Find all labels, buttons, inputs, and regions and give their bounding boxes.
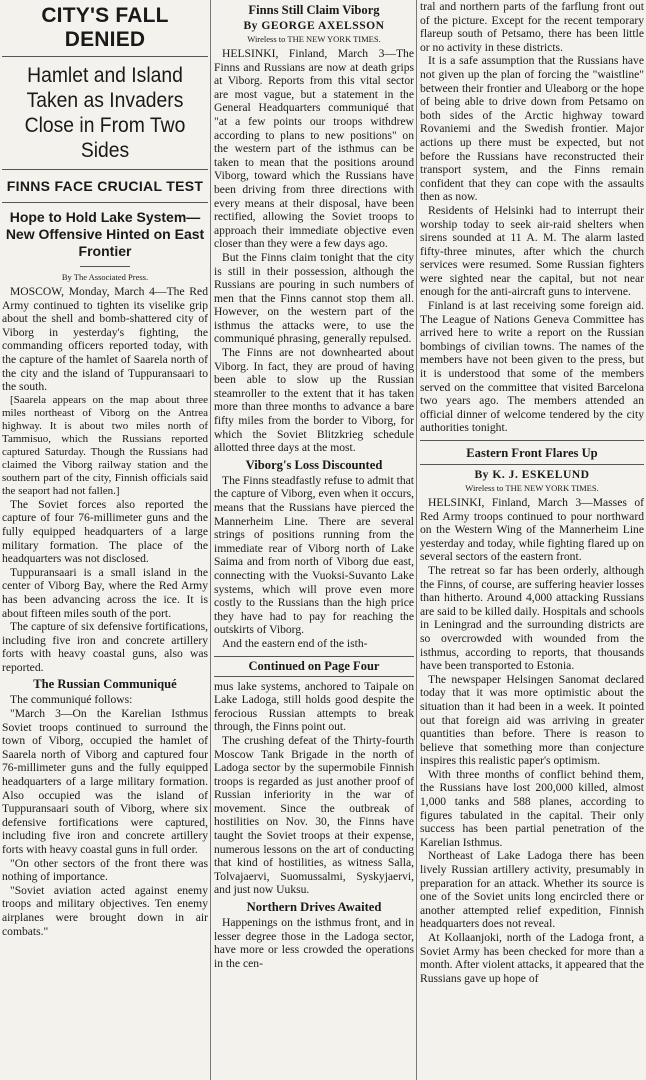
wire-credit: Wireless to THE NEW YORK TIMES. <box>465 483 599 493</box>
paragraph: The Finns steadfastly refuse to admit that the capture of Viborg, even when it occurs, means that the Russians have pierced the Mannerheim Line. There are several strings of positions running from the immediate rear of Viborg north of Lake Saima and from north of Viborg due east, connecting with the Vuoksi-Suvanto Lake systems, which will prove even more costly to the Russians than the high price they have had to pay for reaching the outskirts of Viborg. <box>214 473 414 637</box>
divider <box>2 169 208 170</box>
paragraph: Tuppuransaari is a small island in the center of Viborg Bay, where the Red Army has been advancing across the ice. It is about fifteen miles south of the port. <box>2 565 208 620</box>
story-header-box <box>420 440 644 465</box>
deck-headline: Hamlet and Island Taken as Invaders Close in From Two Sides <box>24 64 186 162</box>
wire-credit: Wireless to THE NEW YORK TIMES. <box>247 34 381 44</box>
paragraph: Happenings on the isthmus front, and in lesser degree those in the Ladoga sector, have more or less crowded the operations in the cen- <box>214 916 414 970</box>
paragraph: HELSINKI, Finland, March 3—The Finns and Russians are now at death grips at Viborg. Reports from this vital sector are most vague, but a statement in the General Headquarters communiqué that "at a few points our troops withdrew according to plans to new positions" on the western part of the isthmus can be taken to mean that the positions around Viborg, toward which the Russians have been driving from three directions with every means at their disposal, have been rectified, allowing the Soviet troops to approach their immediate objective even closer than they were a few days ago. <box>214 47 414 251</box>
divider <box>2 202 208 203</box>
subhead-northern-drives: Northern Drives Awaited <box>246 900 382 915</box>
byline: By K. J. ESKELUND <box>474 468 590 481</box>
subhead-viborg-loss: Viborg's Loss Discounted <box>245 457 383 472</box>
paragraph: But the Finns claim tonight that the city is still in their possession, although the Russians are pouring in such numbers of men that the Finns cannot stop them all. However, on the western part of the isthmus the attacks were, to use the communiqué phrasing, generally repulsed. <box>214 250 414 346</box>
dateline: HELSINKI, Finland, March 3 <box>428 496 582 509</box>
paragraph: HELSINKI, Finland, March 3—Masses of Red Army troops continued to pour northward on the Western Wing of the Mannerheim Line yesterday and today, while fighting flared up on several sectors of the eastern front. <box>420 496 644 564</box>
paragraph: "March 3—On the Karelian Isthmus Soviet troops continued to surround the town of Viborg, occupied the hamlet of Saarela north of Viborg and captured four 76-millimeter guns and the fully equipped headquarters of a large military formation. Also occupied was the island of Tuppuransaari south of Viborg, where six defensive fortifications were captured, including five iron and concrete artillery forts with heavy coastal guns in full order. <box>2 707 208 856</box>
paragraph: Residents of Helsinki had to interrupt their worship today to seek air-raid shelters when sirens sounded at 11 A. M. The alarm lasted fifty-three minutes, after which the church services were resumed. Some Russian fighters were sighted near the capital, but not near enough for the anti-aircraft guns to intervene. <box>420 203 644 299</box>
column-1 <box>2 0 208 1080</box>
story-title: Finns Still Claim Viborg <box>248 3 380 17</box>
paragraph: The Finns are not downhearted about Viborg. In fact, they are proud of having been able to slow up the Russian steamroller to the extent that it has taken more than three months to advance a bare fifty miles from the border to Viborg, for which the Soviet Blitzkrieg schedule allotted three days at the most. <box>214 346 414 455</box>
paragraph: The retreat so far has been orderly, although the Finns, of course, are suffering heavier losses than hitherto. Around 4,000 attacking Russians are said to be killed daily. Hospitals and schools in Leningrad and the surrounding districts are so overcrowded with wounded from the isthmus, according to reports, that thousands have been transported to Estonia. <box>420 563 644 673</box>
byline: By GEORGE AXELSSON <box>243 19 385 32</box>
paragraph: At Kollaanjoki, north of the Ladoga front, a Soviet Army has been checked for more than a month. After violent attacks, it appeared that the Russians gave up hope of <box>420 931 644 985</box>
editor-note: [Saarela appears on the map about three miles northeast of Viborg on the Antrea highway. It is about two miles north of Tammisuo, which the Russians reported captured Saturday. Though the Russians had claimed the Viborg railway station and the southern part of the city, Finnish officials said the seaport had not fallen.] <box>2 393 208 497</box>
column-rule <box>210 0 211 1080</box>
dateline: MOSCOW, Monday, March 4 <box>10 285 155 298</box>
paragraph: The crushing defeat of the Thirty-fourth Moscow Tank Brigade in the north of Ladoga sector by the supermobile Finnish troops is regarded as just another proof of Russian inferiority in the war of movement. Since the outbreak of hostilities on Nov. 30, the Finns have taught the Soviet troops at their expense, numerous lessons on the art of conducting that kind of hostilities, as witness Salla, Tolvajaervi, Suomussalmi, Syskyjaervi, and just now Uuksu. <box>214 733 414 897</box>
paragraph: The communiqué follows: <box>10 693 133 707</box>
paragraph: Finland is at last receiving some foreign aid. The League of Nations Geneva Committee has arrived here to write a report on the Russian bombings of civilian towns. The names of the members have not been given to the press, but it is understood that some of the members served on the committee that visited Barcelona two years ago. The members attended an official dinner of welcome tendered by the city authorities tonight. <box>420 299 644 435</box>
wire-credit: By The Associated Press. <box>61 272 149 282</box>
continued-notice: Continued on Page Four <box>214 656 414 677</box>
paragraph: "Soviet aviation acted against enemy troops and military objectives. Ten enemy airplanes were brought down in air combats." <box>2 883 208 938</box>
paragraph: With three months of conflict behind them, the Russians have lost 200,000 killed, almost 1,000 tanks and 588 planes, according to figures tabulated in the capital. Their only success has been partial penetration of the Karelian Isthmus. <box>420 767 644 849</box>
divider <box>2 56 208 57</box>
paragraph: tral and northern parts of the farflung front out of the picture. Except for the recent temporary flareup south of Petsamo, there has been little or no activity in these districts. <box>420 0 644 54</box>
column-rule <box>416 0 417 1080</box>
paragraph: MOSCOW, Monday, March 4—The Red Army continued to tighten its viselike grip about the shell and bomb-shattered city of Viborg in yesterday's fighting, the commanding officers reported today, with the capture of the hamlet of Saarela north of the city and the island of Tuppuransaari to the south. <box>2 285 208 394</box>
paragraph: mus lake systems, anchored to Taipale on Lake Ladoga, still holds good despite the ferocious Russian attempts to break through, the Finns point out. <box>214 679 414 734</box>
paragraph: The newspaper Helsingen Sanomat declared today that it was more optimistic about the situation than it had been in a week. It pointed out that foreign aid was arriving in greater quantities than before. There is reason to believe that something more than conjecture inspires this realistic paper's optimism. <box>420 672 644 768</box>
paragraph: "On other sectors of the front there was nothing of importance. <box>2 856 208 884</box>
paragraph: Northeast of Lake Ladoga there has been lively Russian artillery activity, presumably in preparation for an attack. Whether its source is one of the Soviet units long encircled there or another attempted relief expedition, Finnish headquarters does not reveal. <box>420 849 644 931</box>
paragraph: The capture of six defensive fortifications, including five iron and concrete artillery forts with heavy coastal guns, also was reported. <box>2 620 208 674</box>
subhead-lake-system: Hope to Hold Lake System—New Offensive Hinted on East Frontier <box>5 209 205 259</box>
paragraph: And the eastern end of the isth- <box>222 636 368 650</box>
subhead-communique: The Russian Communiqué <box>33 677 177 692</box>
column-3 <box>420 0 644 1080</box>
main-headline: CITY'S FALL DENIED <box>41 4 169 51</box>
subhead-finns-test: FINNS FACE CRUCIAL TEST <box>6 178 204 194</box>
paragraph: The Soviet forces also reported the capture of four 76-millimeter guns and the fully equipped headquarters of a large military formation. The place of the headquarters was not disclosed. <box>2 497 208 566</box>
column-2 <box>214 0 414 1080</box>
story-title: Eastern Front Flares Up <box>466 446 598 460</box>
paragraph: It is a safe assumption that the Russians have not given up the plan of forcing the "waistline" between their frontier and Uleaborg or the hope of being able to drive down from Petsamo on both sides of the Arctic highway toward Rovaniemi and the Swedish frontier. Major actions up there must be expected, but not before the Russians have reconstructed their transport system, and the Finns remain confident that they can cope with the assaults then as now. <box>420 54 644 204</box>
dateline: HELSINKI, Finland, March 3 <box>222 47 385 60</box>
divider <box>80 266 130 267</box>
